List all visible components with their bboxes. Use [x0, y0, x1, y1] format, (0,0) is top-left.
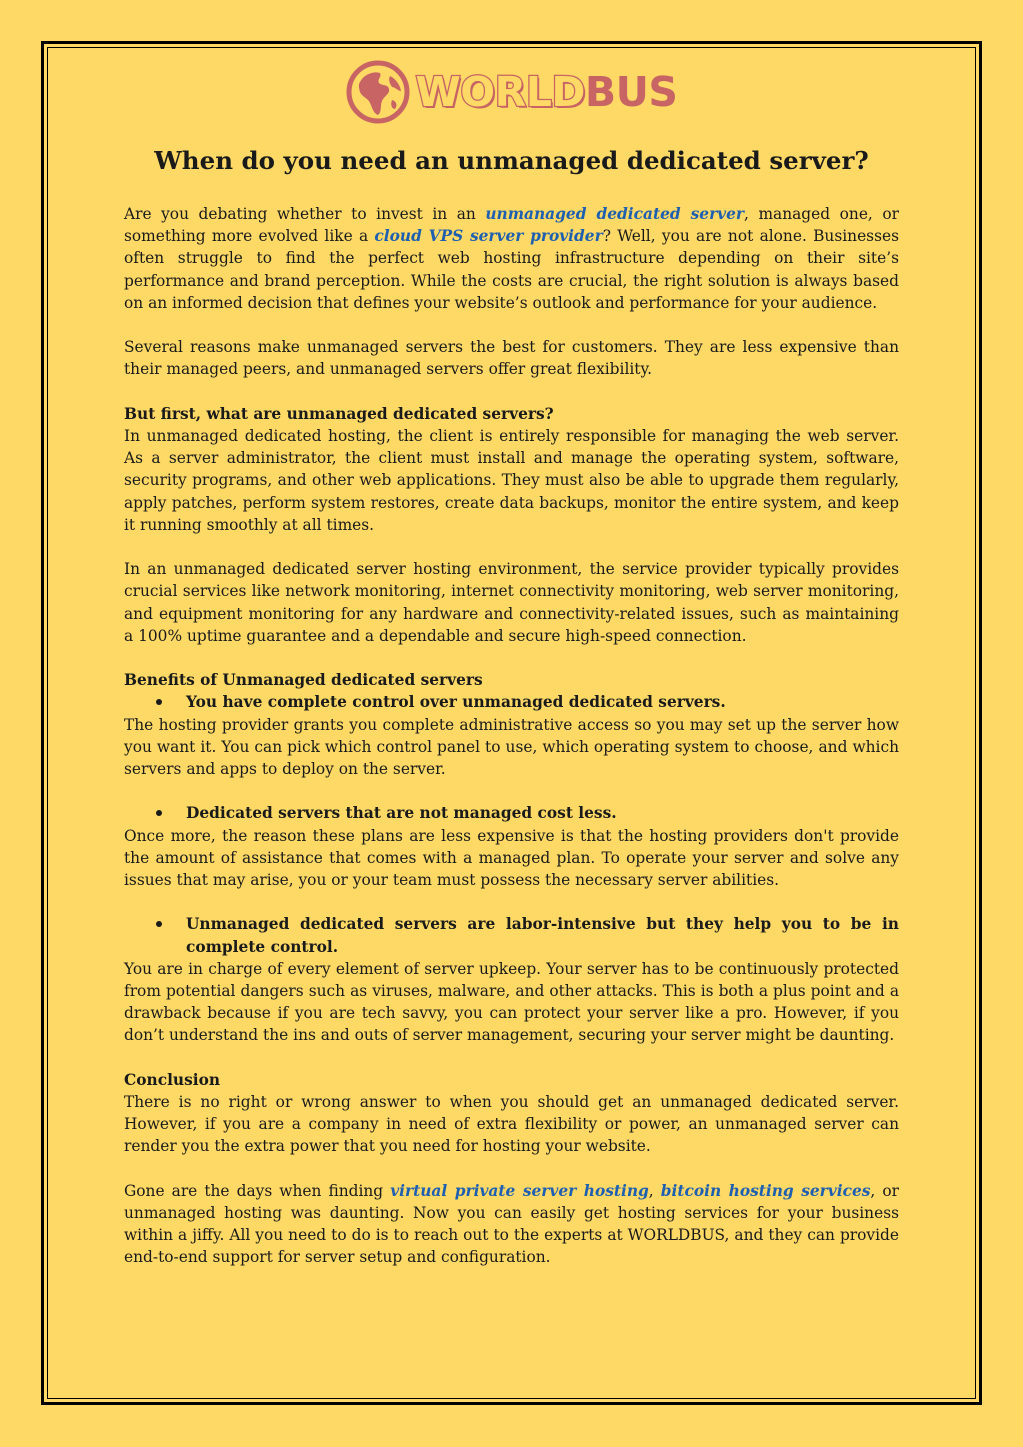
section-heading-conclusion: Conclusion [124, 1070, 221, 1089]
benefit-text-1: The hosting provider grants you complete administrative access so you may set up the server how you want it. You can pick which control panel to use, which operating system to choose, and which servers and apps to deploy on the server. [124, 715, 899, 779]
conclusion-paragraph-2 [124, 1180, 899, 1269]
section-heading-what-are: But first, what are unmanaged dedicated servers? [124, 404, 554, 423]
conclusion-paragraph-1: There is no right or wrong answer to when you should get an unmanaged dedicated server. However, if you are a company in need of extra flexibility or power, an unmanaged server can render you the extra power that you need for hosting your website. [124, 1093, 899, 1156]
brand-text-bus: BUS [584, 68, 678, 116]
conclusion-text-a: Gone are the days when finding [124, 1181, 391, 1200]
worldbus-logo [0, 60, 1023, 124]
intro-text-c: ? Well, you are not alone. Businesses often struggle to find the perfect web hosting infrastructure depending on their site’s performance and brand perception. While the costs are crucial, the right solution is always based on an informed decision that defines your website’s outlook and performance for your audience. [124, 227, 899, 312]
section1-paragraph-2: In an unmanaged dedicated server hosting environment, the service provider typically provides crucial services like network monitoring, internet connectivity monitoring, web server monitoring, and equipment monitoring for any hardware and connectivity-related issues, such as maintaining a 100% uptime guarantee and a dependable and secure high-speed connection. [124, 560, 899, 645]
benefit-bullet-3 [124, 913, 899, 957]
benefit-bullet-2-label: Dedicated servers that are not managed cost less. [186, 804, 617, 823]
benefit-bullet-2 [124, 802, 899, 824]
brand-text-world: WORLD [415, 68, 585, 116]
page-title: When do you need an unmanaged dedicated server? [154, 146, 869, 175]
article-body [124, 203, 899, 1291]
intro-text-b: , managed one, or something more evolved like a [124, 205, 899, 246]
conclusion-text-b: , or unmanaged hosting was daunting. Now you can easily get hosting services for your business within a jiffy. All you need to do is to reach out to the experts at WORLDBUS, and they can provide end-to-end support for server setup and configuration. [124, 1181, 899, 1267]
unmanaged-dedicated-server-link[interactable]: unmanaged dedicated server [485, 205, 745, 223]
globe-icon [346, 60, 410, 124]
bullet-dot [124, 802, 186, 824]
benefit-bullet-3-label: Unmanaged dedicated servers are labor-intensive but they help you to be in complete control. [186, 915, 899, 956]
bullet-dot [124, 913, 186, 957]
benefit-text-2: Once more, the reason these plans are less expensive is that the hosting providers don't provide the amount of assistance that comes with a managed plan. To operate your server and solve any issues that may arise, you or your team must possess the necessary server abilities. [124, 826, 899, 890]
virtual-private-server-hosting-link[interactable]: virtual private server hosting [390, 1181, 649, 1200]
section-heading-benefits: Benefits of Unmanaged dedicated servers [124, 671, 483, 690]
bitcoin-hosting-services-link[interactable]: bitcoin hosting services [660, 1181, 871, 1200]
section1-paragraph-1: In unmanaged dedicated hosting, the client is entirely responsible for managing the web server. As a server administrator, the client must install and manage the operating system, software, security programs, and other web applications. They must also be able to upgrade them regularly, apply patches, perform system restores, create data backups, monitor the entire system, and keep it running smoothly at all times. [124, 427, 899, 534]
benefit-bullet-1 [124, 691, 899, 713]
intro-paragraph-2: Several reasons make unmanaged servers the best for customers. They are less expensive than their managed peers, and unmanaged servers offer great flexibility. [124, 338, 899, 379]
link-separator: , [648, 1181, 661, 1200]
intro-paragraph-1 [124, 203, 899, 314]
intro-text-a: Are you debating whether to invest in an [124, 205, 486, 223]
cloud-vps-server-provider-link[interactable]: cloud VPS server provider [374, 227, 603, 246]
benefit-text-3: You are in charge of every element of server upkeep. Your server has to be continuously protected from potential dangers such as viruses, malware, and other attacks. This is both a plus point and a drawback because if you are tech savvy, you can protect your server like a pro. However, if you don’t understand the ins and outs of server management, securing your server might be daunting. [124, 959, 899, 1045]
benefit-bullet-1-label: You have complete control over unmanaged dedicated servers. [186, 693, 726, 712]
bullet-dot [124, 691, 186, 713]
